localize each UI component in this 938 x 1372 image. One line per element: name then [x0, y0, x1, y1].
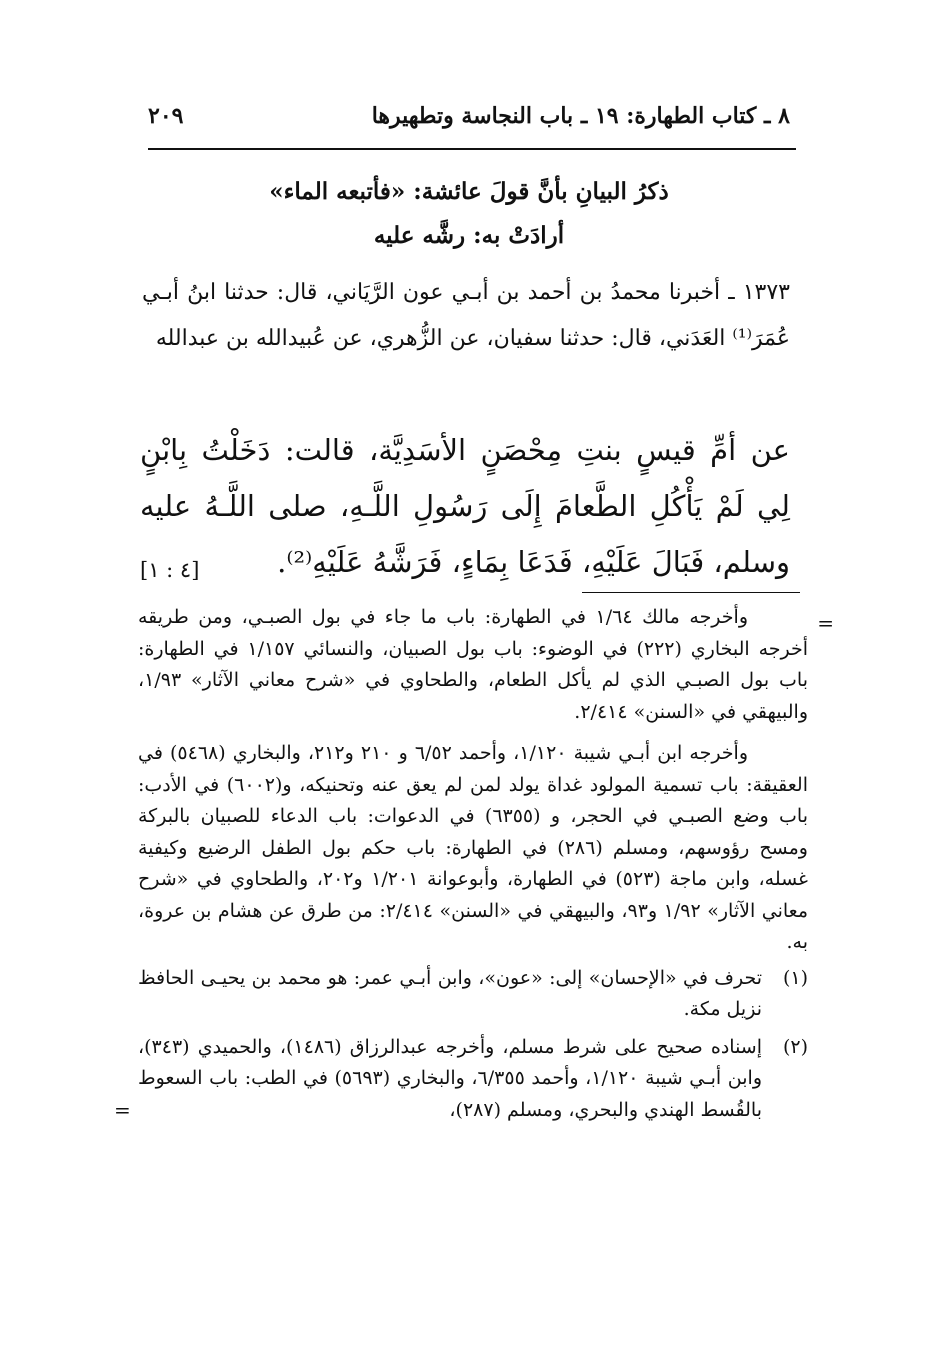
continued-mark: = — [114, 1097, 131, 1122]
section-title — [148, 170, 790, 258]
running-head — [148, 96, 790, 136]
footnote-continuation-paragraph-2: وأخرجه ابن أبـي شيبة ١/١٢٠، وأحمد ٦/٥٢ و ٢١٠ و٢١٢، والبخاري (٥٤٦٨) في العقيقة: باب تسمية المولود غداة يولد لمن لم يعق عنه وتحنيكه، و(٦٠٠٢) في الأدب: باب وضع الصبـي في الحجر، و (٦٣٥٥) في الدعوات: باب الدعاء للصبيان بالبركة ومسح رؤوسهم، ومسلم (٢٨٦) في الطهارة: باب حكم بول الطفل الرضيع وكيفية غسله، وابن ماجة (٥٢٣) في الطهارة، وأبوعوانة ١/٢٠١ و٢٠٢، والطحاوي في «شرح معاني الآثار» ١/٩٢ و٩٣، والبيهقي في «السنن» ٢/٤١٤: من طرق عن هشام بن عروة، به. — [138, 742, 809, 953]
hadith-matn-text: عن أمِّ قيسٍ بنتِ مِحْصَنٍ الأسَدِيَّة، قالت: دَخَلْتُ بِابْنٍ لِي لَمْ يَأْكُلِ الطَّعامَ إِلَى رَسُولِ اللَّـهِ، صلى اللَّـهُ عليه وسلم، فَبَالَ عَلَيْهِ، فَدَعَا بِمَاءٍ، فَرَشَّهُ عَلَيْهِ⁽²⁾. — [140, 433, 790, 579]
section-title-line-2: أرادَتْ به: رشَّه عليه — [373, 222, 565, 249]
footnote-2 — [114, 1032, 808, 1127]
footnotes — [114, 602, 834, 1126]
chapter-heading: ٨ ـ كتاب الطهارة: ١٩ ـ باب النجاسة وتطهيرها — [371, 103, 790, 129]
footnote-1-number: (١) — [782, 966, 808, 989]
header-rule — [148, 148, 796, 150]
footnote-2-number: (٢) — [782, 1035, 808, 1058]
footnote-continuation-paragraph-1: وأخرجه مالك ١/٦٤ في الطهارة: باب ما جاء في بول الصبـي، ومن طريقه أخرجه البخاري (٢٢٢) في الوضوء: باب بول الصبيان، والنسائي ١/١٥٧ في الطهارة: باب بول الصبـي الذي لم يأكل الطعام، والطحاوي في «شرح معاني الآثار» ١/٩٣، والبيهقي في «السنن» ٢/٤١٤. — [138, 606, 809, 723]
footnote-2-text: إسناده صحيح على شرط مسلم، وأخرجه عبدالرزاق (١٤٨٦)، والحميدي (٣٤٣)، وابن أبـي شيبة ١/١٢٠، وأحمد ٦/٣٥٥، والبخاري (٥٦٩٣) في الطب: باب السعوط بالقُسط الهندي والبحري، ومسلم (٢٨٧)، — [138, 1035, 762, 1121]
section-title-line-1: ذكرُ البيانِ بأنَّ قولَ عائشة: «فأتبعه الماء» — [269, 178, 669, 205]
footnote-1-text: تحرف في «الإحسان» إلى: «عون»، وابن أبـي عمر: هو محمد بن يحيـى الحافظ نزيل مكة. — [138, 966, 762, 1020]
page-number: ٢٠٩ — [148, 103, 184, 129]
continuation-mark: = — [817, 611, 834, 635]
hadith-matn — [140, 422, 790, 598]
hadith-isnad: ١٣٧٣ ـ أخبرنا محمدُ بن أحمد بن أبـي عون الرَّيَاني، قال: حدثنا ابنُ أبـي عُمَرَ⁽¹⁾ العَدَني، قال: حدثنا سفيان، عن الزُّهري، عن عُبيدالله بن عبدالله — [142, 280, 790, 351]
footnotes-rule — [582, 592, 800, 593]
footnote-1 — [138, 963, 808, 1026]
hadith-reference: [٤ : ١] — [140, 558, 200, 582]
